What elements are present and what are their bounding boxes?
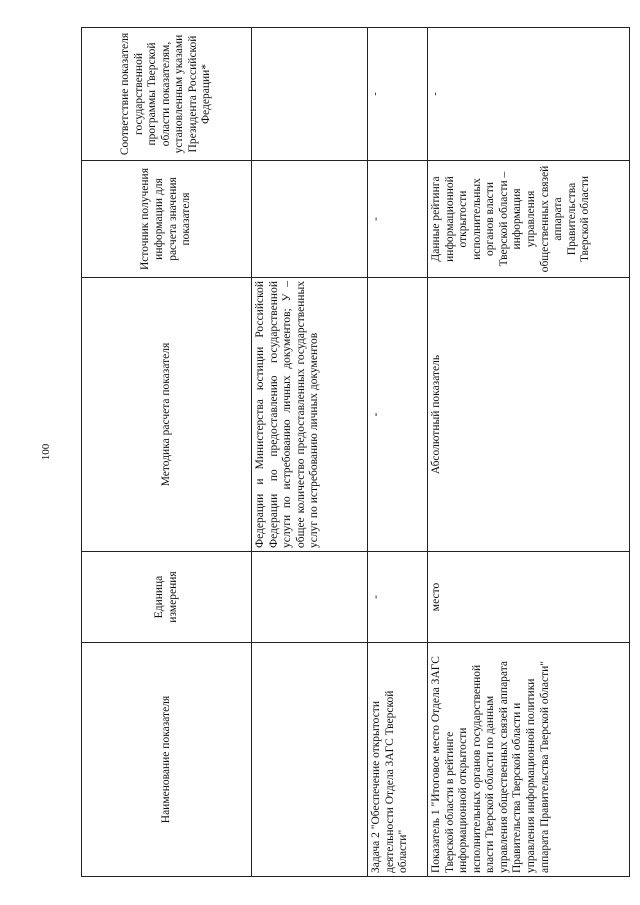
- cell-name: Задача 2 "Обеспечение открытости деятельности Отдела ЗАГС Тверской области": [368, 643, 428, 877]
- table-row: [428, 28, 630, 877]
- cell-source: -: [368, 161, 428, 278]
- cell-source: [252, 161, 368, 278]
- header-indicator-name: Наименование показателя: [82, 643, 252, 877]
- cell-unit: место: [428, 552, 630, 643]
- cell-compliance: -: [428, 28, 630, 161]
- rotated-table-region: [81, 28, 630, 877]
- cell-method: -: [368, 278, 428, 552]
- cell-unit: [252, 552, 368, 643]
- page-number: 100: [40, 443, 52, 461]
- table-row: [368, 28, 428, 877]
- header-compliance: Соответствие показателя государственной программы Тверской области показателям, установленным указами Президента Российской Федерации*: [82, 28, 252, 161]
- header-unit: Единица измерения: [82, 552, 252, 643]
- header-method: Методика расчета показателя: [82, 278, 252, 552]
- table-header-row: [82, 28, 252, 877]
- cell-unit: -: [368, 552, 428, 643]
- cell-source: Данные рейтинга информационной открытости исполнительных органов власти Тверской области – информация управления общественных связей аппарата Правительства Тверской области: [428, 161, 630, 278]
- cell-method: Федерации и Министерства юстиции Российской Федерации по предоставлению государственной услуги по истребованию личных документов; У – общее количество предоставленных государственных услуг по истребованию личных документов: [252, 278, 368, 552]
- cell-compliance: -: [368, 28, 428, 161]
- indicators-table: [81, 27, 630, 877]
- cell-method: Абсолютный показатель: [428, 278, 630, 552]
- cell-name: [252, 643, 368, 877]
- header-source: Источник получения информации для расчета значения показателя: [82, 161, 252, 278]
- cell-compliance: [252, 28, 368, 161]
- cell-name: Показатель 1 "Итоговое место Отдела ЗАГС Тверской области в рейтинге информационной открытости исполнительных органов государственной власти Тверской области по данным управления общественных связей аппарата Правительства Тверской области и управления информационной политики аппарата Правительства Тверской области": [428, 643, 630, 877]
- table-row: [252, 28, 368, 877]
